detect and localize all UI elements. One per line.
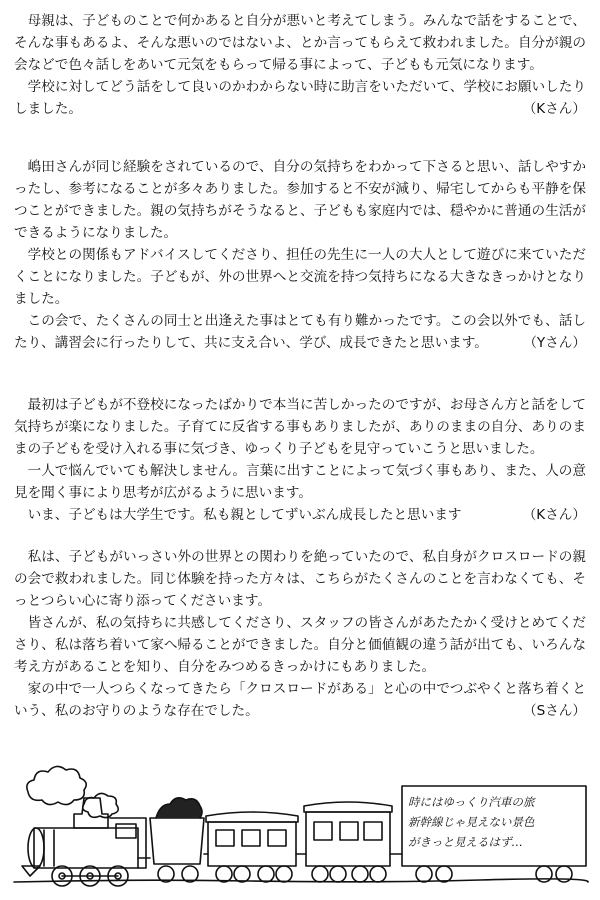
testimonial-2-paragraph-3: この会で、たくさんの同士と出逢えた事はとても有り難かったです。この会以外でも、話したり、講習会に行ったりして、共に支え合い、学び、成長できたと思います。 <box>14 313 586 351</box>
testimonial-4-paragraph-2: 皆さんが、私の気持ちに共感してくださり、スタッフの皆さんがあたたかく受けとめてくださり、私は落ち着いて家へ帰ることができました。自分と価値観の違う話が出ても、いろんな考え方があることを知り、自分をみつめるきっかけにもありました。 <box>14 615 586 675</box>
testimonial-4-paragraph-3: 家の中で一人つらくなってきたら「クロスロードがある」と心の中でつぶやくと落ち着くという、私のお守りのような存在でした。 <box>14 681 586 719</box>
sign-line-3: がきっと見えるはず… <box>408 835 523 849</box>
testimonial-4-signature: （Sさん） <box>517 700 586 722</box>
steam-cloud-icon <box>27 766 118 817</box>
testimonial-1-signature: （Kさん） <box>517 98 586 120</box>
testimonial-3-paragraph-1: 最初は子どもが不登校になったばかりで本当に苦しかったのですが、お母さん方と話をして気持ちが楽になりました。子育てに反省する事もありましたが、ありのままの自分、ありのままの子どもを受け入れる事に気づき、ゆっくり子どもを見守っていこうと思いました。 <box>14 397 586 457</box>
chimney <box>74 798 108 828</box>
testimonial-3-paragraph-2: 一人で悩んでいても解決しません。言葉に出すことによって気づく事もあり、また、人の意見を聞く事により思考が広がるように思います。 <box>14 463 586 501</box>
sign-line-1: 時にはゆっくり汽車の旅 <box>408 795 535 809</box>
testimonial-3-signature: （Kさん） <box>517 504 586 526</box>
testimonial-2 <box>14 156 586 354</box>
testimonial-2-paragraph-1: 嶋田さんが同じ経験をされているので、自分の気持ちをわかって下さると思い、話しやすかったし、参考になることが多々ありました。参加すると不安が減り、帰宅してからも平静を保つことができました。親の気持ちがそうなると、子どもも家庭内では、穏やかに普通の生活ができるようになりました。 <box>14 159 586 241</box>
sign-car <box>402 786 586 882</box>
boiler-front <box>28 828 44 868</box>
testimonial-4-paragraph-1: 私は、子どもがいっさい外の世界との関わりを絶っていたので、私自身がクロスロードの親の会で救われました。同じ体験を持った方々は、こちらがたくさんのことを言わなくても、そっとつらい心に寄り添ってくださいます。 <box>14 549 586 609</box>
testimonial-1-paragraph-1: 母親は、子どものことで何かあると自分が悪いと考えてしまう。みんなで話をすることで、そんな事もあるよ、そんな悪いのではないよ、とか言ってもらえて救われました。自分が親の会などで色々話しをあいて元気をもらって帰る事によって、子どもも元気になります。 <box>14 13 586 73</box>
testimonial-1 <box>14 10 586 120</box>
passenger-car-1 <box>206 812 298 882</box>
testimonial-2-paragraph-2: 学校との関係もアドバイスしてくださり、担任の先生に一人の大人として遊びに来ていただくことになりました。子どもが、外の世界へと交流を持つ気持ちになる大きなきっかけとなりました。 <box>14 247 586 307</box>
testimonial-3-paragraph-3: いま、子どもは大学生です。私も親としてずいぶん成長したと思います <box>27 507 462 523</box>
testimonial-4 <box>14 546 586 722</box>
coal-pile <box>156 798 202 818</box>
testimonial-1-paragraph-2: 学校に対してどう話をして良いのかわからない時に助言をいただいて、学校にお願いしたりしました。 <box>14 79 586 117</box>
testimonial-3 <box>14 394 586 526</box>
boiler <box>34 828 138 868</box>
testimonial-2-signature: （Yさん） <box>517 332 586 354</box>
coal-tender <box>150 798 204 882</box>
train-illustration <box>10 758 590 894</box>
passenger-car-2 <box>304 802 392 882</box>
sign-line-2: 新幹線じゃ見えない景色 <box>408 815 535 829</box>
